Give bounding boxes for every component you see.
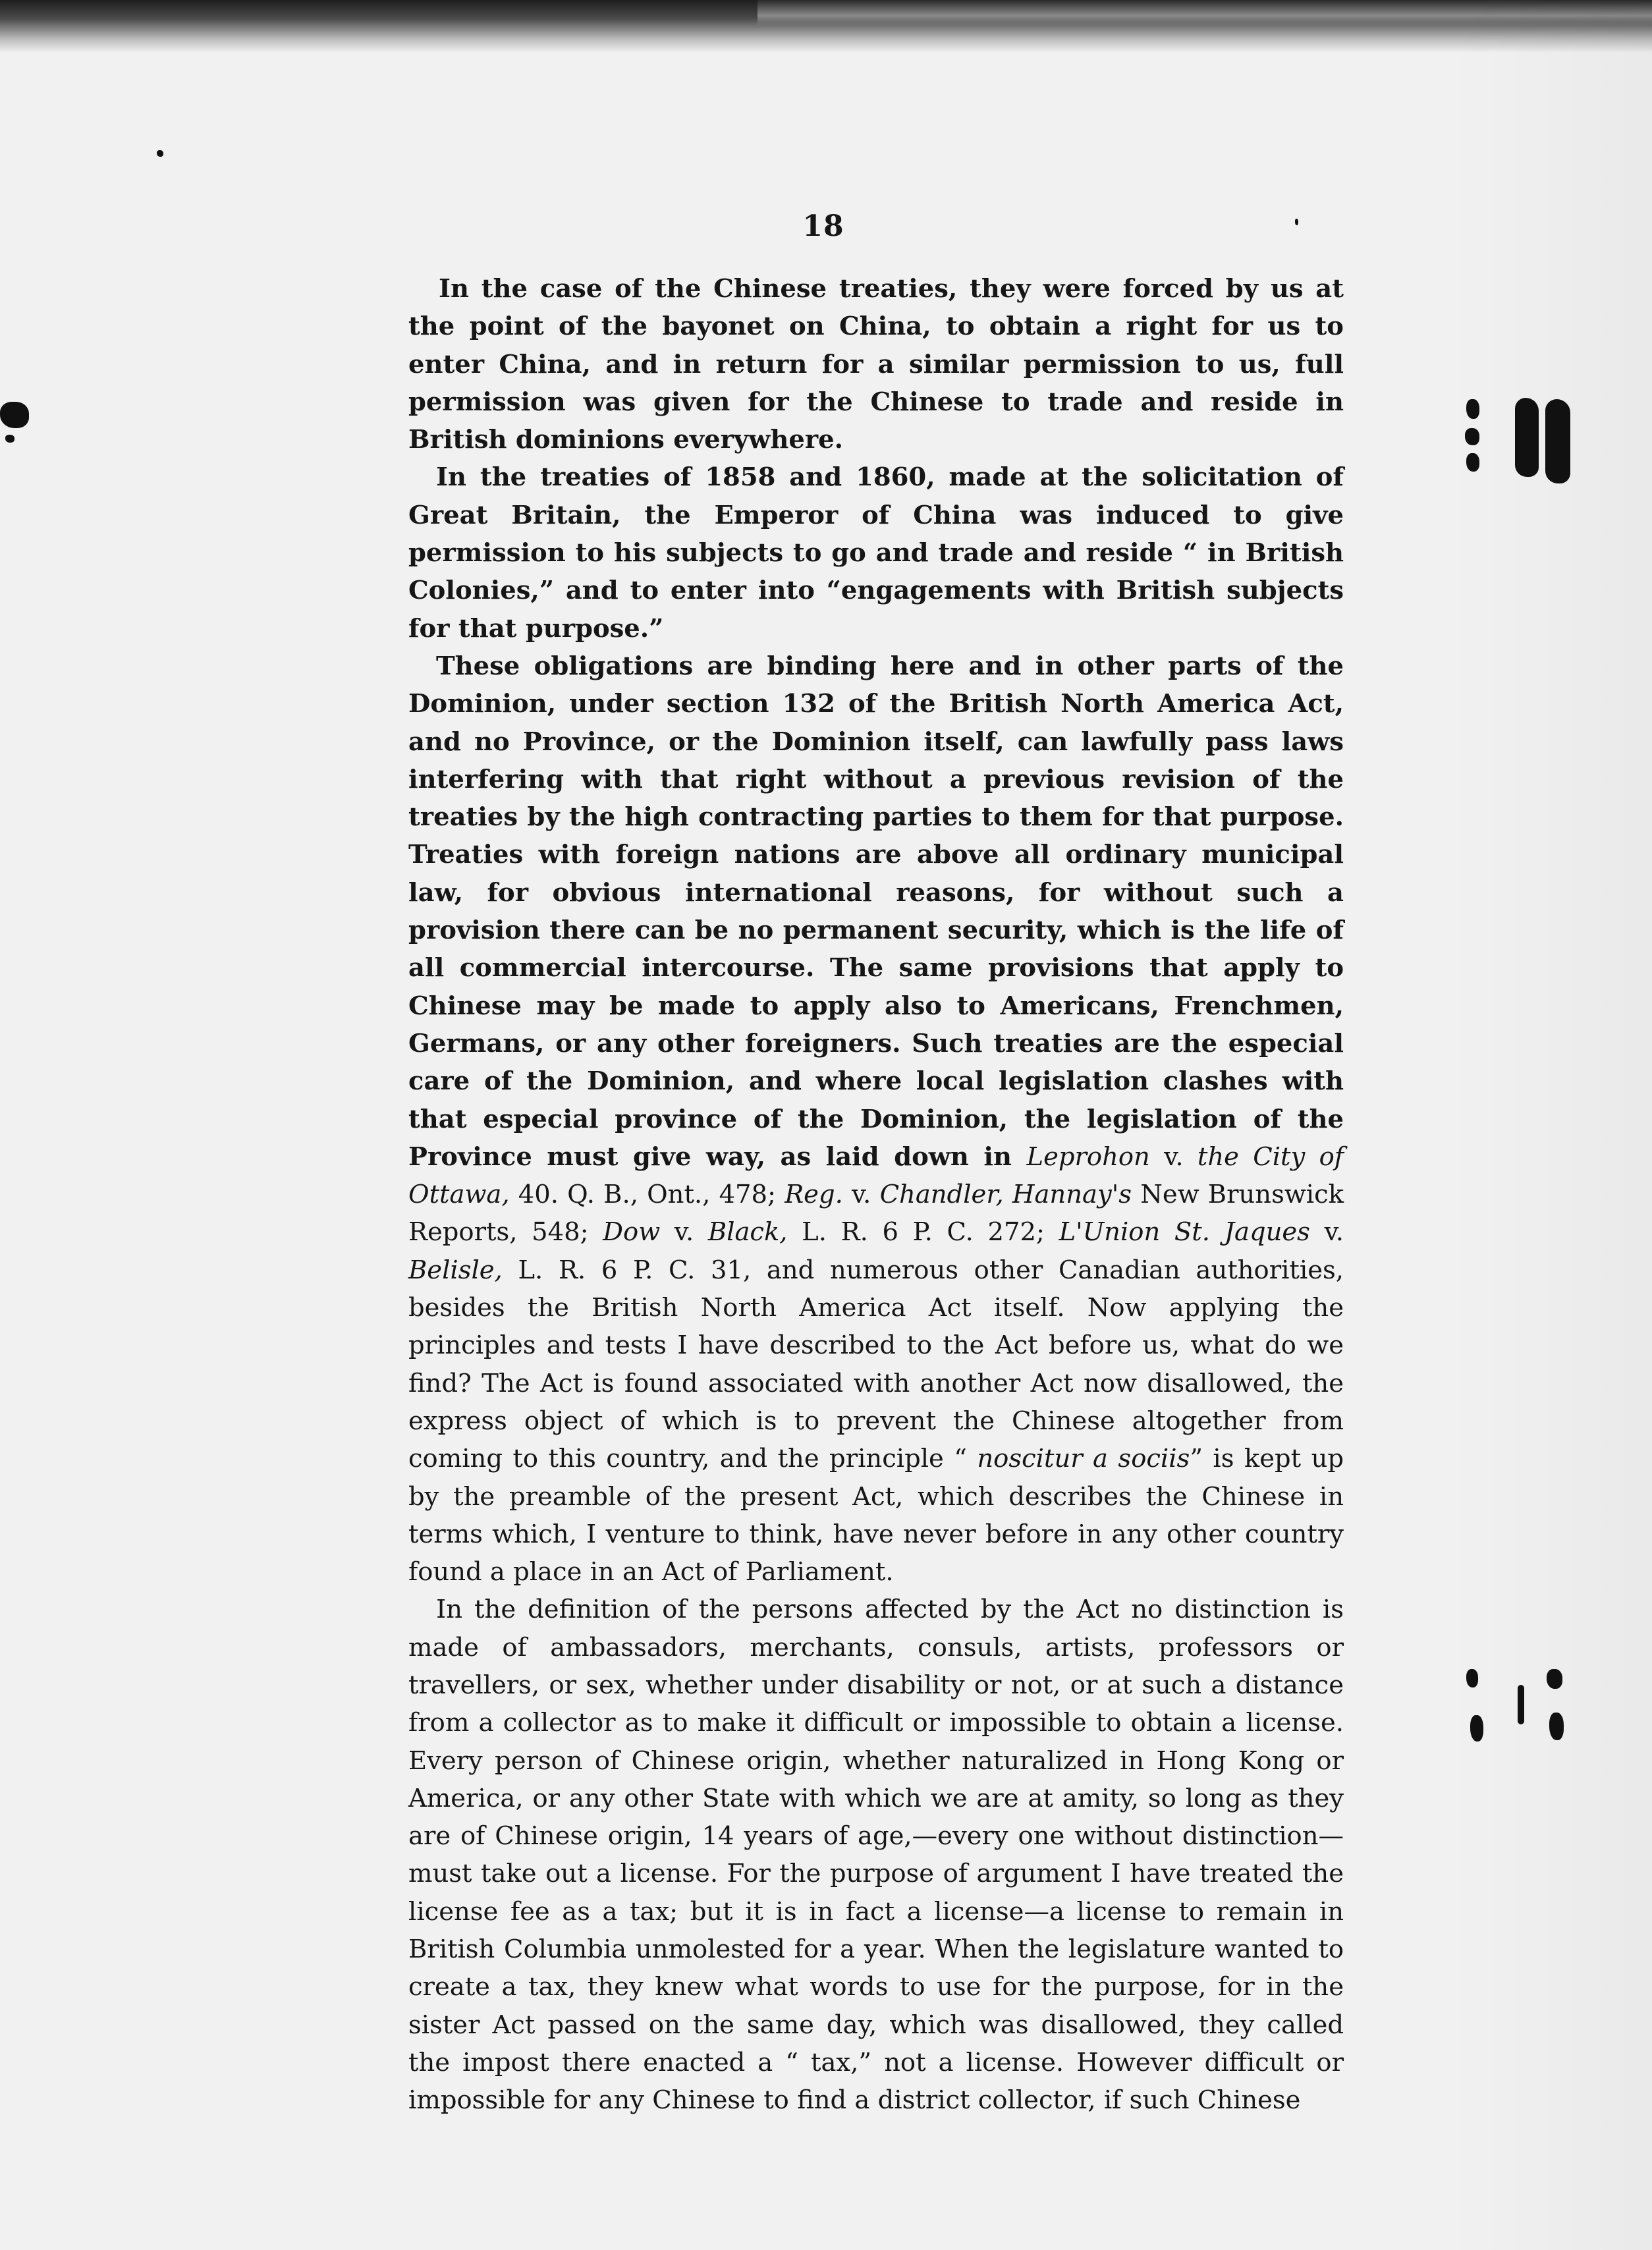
text-segment: ” is kept up by the preamble of the present Act, which describes the Chinese in terms which, I venture to think, have never before in any other country found a place in an Act of Parliament. xyxy=(408,1444,1344,1587)
binding-mark-upper-3 xyxy=(1466,453,1479,472)
text-segment: Dow xyxy=(603,1217,661,1248)
binding-mark-upper-5 xyxy=(1545,399,1570,483)
binding-mark-upper-2 xyxy=(1465,428,1479,445)
text-segment: In the definition of the persons affected by the Act no distinction is made of ambassadors, merchants, consuls, artists, professors or travellers, or sex, whether under disability or not, or at such a distance from a collector as to make it difficult or impossible to obtain a license. Every person of Chinese origin, whether naturalized in Hong Kong or America, or any other State with which we are at amity, so long as they are of Chinese origin, 14 years of age,—every one without distinction—must take out a license. For the purpose of argument I have treated the license fee as a tax; but it is in fact a license—a license to remain in British Columbia unmolested for a year. When the legislature wanted to create a tax, they knew what words to use for the purpose, for in the sister Act passed on the same day, which was disallowed, they called the impost there enacted a “ tax,” not a license. However difficult or impossible for any Chinese to find a district collector, if such Chinese xyxy=(408,1595,1344,2116)
text-segment: 40. Q. B., Ont., 478; xyxy=(509,1180,785,1210)
scan-speck-left-small xyxy=(5,435,14,443)
binding-mark-upper-1 xyxy=(1466,399,1479,419)
text-segment: Chandler, Hannay's xyxy=(879,1180,1132,1210)
scan-speck-margin xyxy=(157,150,163,157)
binding-mark-upper-4 xyxy=(1515,398,1539,477)
text-segment: These obligations are binding here and in other parts of the Dominion, under section 132 of the British North America Act, and no Province, or the Dominion itself, can lawfully pass laws interfering with that right without a previous revision of the treaties by the high contracting parties to them for that purpose. Treaties with foreign nations are above all ordinary municipal law, for obvious international reasons, for without such a provision there can be no permanent security, which is the life of all commercial intercourse. The same provisions that apply to Chinese may be made to apply also to Americans, Frenchmen, Germans, or any other foreigners. Such treaties are the especial care of the Dominion, and where local legislation clashes with that especial province of the Dominion, the legislation of the Province must give way, as laid down in xyxy=(408,651,1344,1172)
text-segment: Belisle, xyxy=(408,1255,503,1285)
text-segment: L. R. 6 P. C. 272; xyxy=(787,1217,1059,1248)
binding-mark-lower-4 xyxy=(1547,1669,1562,1689)
text-segment: noscitur a sociis xyxy=(977,1444,1190,1474)
binding-mark-lower-2 xyxy=(1470,1715,1483,1742)
scan-speck-left xyxy=(0,402,29,428)
text-segment: Leprohon xyxy=(1026,1141,1150,1172)
text-segment: v. xyxy=(660,1217,708,1248)
body-text xyxy=(408,270,1344,2120)
text-segment: v. xyxy=(1149,1141,1198,1172)
text-segment: Black, xyxy=(707,1217,788,1248)
text-segment: v. xyxy=(1309,1217,1344,1248)
binding-mark-lower-3 xyxy=(1518,1685,1524,1724)
paragraph xyxy=(408,270,1344,458)
binding-mark-lower-1 xyxy=(1466,1669,1478,1688)
scan-right-band xyxy=(1449,0,1652,2250)
text-segment: L. R. 6 P. C. 31, and numerous other Canadian authorities, besides the British North America Act itself. Now applying the principles and tests I have described to the Act before us, what do we find? The Act is found associated with another Act now disallowed, the express object of which is to prevent the Chinese altogether from coming to this country, and the principle “ xyxy=(408,1255,1344,1474)
text-segment: v. xyxy=(842,1180,880,1210)
page-number: 18 xyxy=(802,209,844,243)
paragraph xyxy=(408,647,1344,1591)
binding-mark-lower-5 xyxy=(1549,1713,1564,1740)
text-segment: In the case of the Chinese treaties, they were forced by us at the point of the bayonet on China, to obtain a right for us to enter China, and in return for a similar permission to us, full permission was given for the Chinese to trade and reside in British dominions everywhere. xyxy=(408,274,1344,455)
text-segment: the City of Ottawa, xyxy=(408,1141,1344,1210)
paragraph xyxy=(408,458,1344,647)
text-segment: Reg. xyxy=(785,1180,843,1210)
text-segment: In the treaties of 1858 and 1860, made at the solicitation of Great Britain, the Emperor of China was induced to give permission to his subjects to go and trade and reside “ in British Colonies,” and to enter into “engagements with British subjects for that purpose.” xyxy=(408,462,1344,644)
paragraph xyxy=(408,1591,1344,2119)
text-segment: L'Union St. Jaques xyxy=(1059,1217,1310,1248)
scan-speck-margin-2 xyxy=(1295,219,1298,225)
text-segment: New Brunswick Reports, 548; xyxy=(408,1180,1344,1248)
